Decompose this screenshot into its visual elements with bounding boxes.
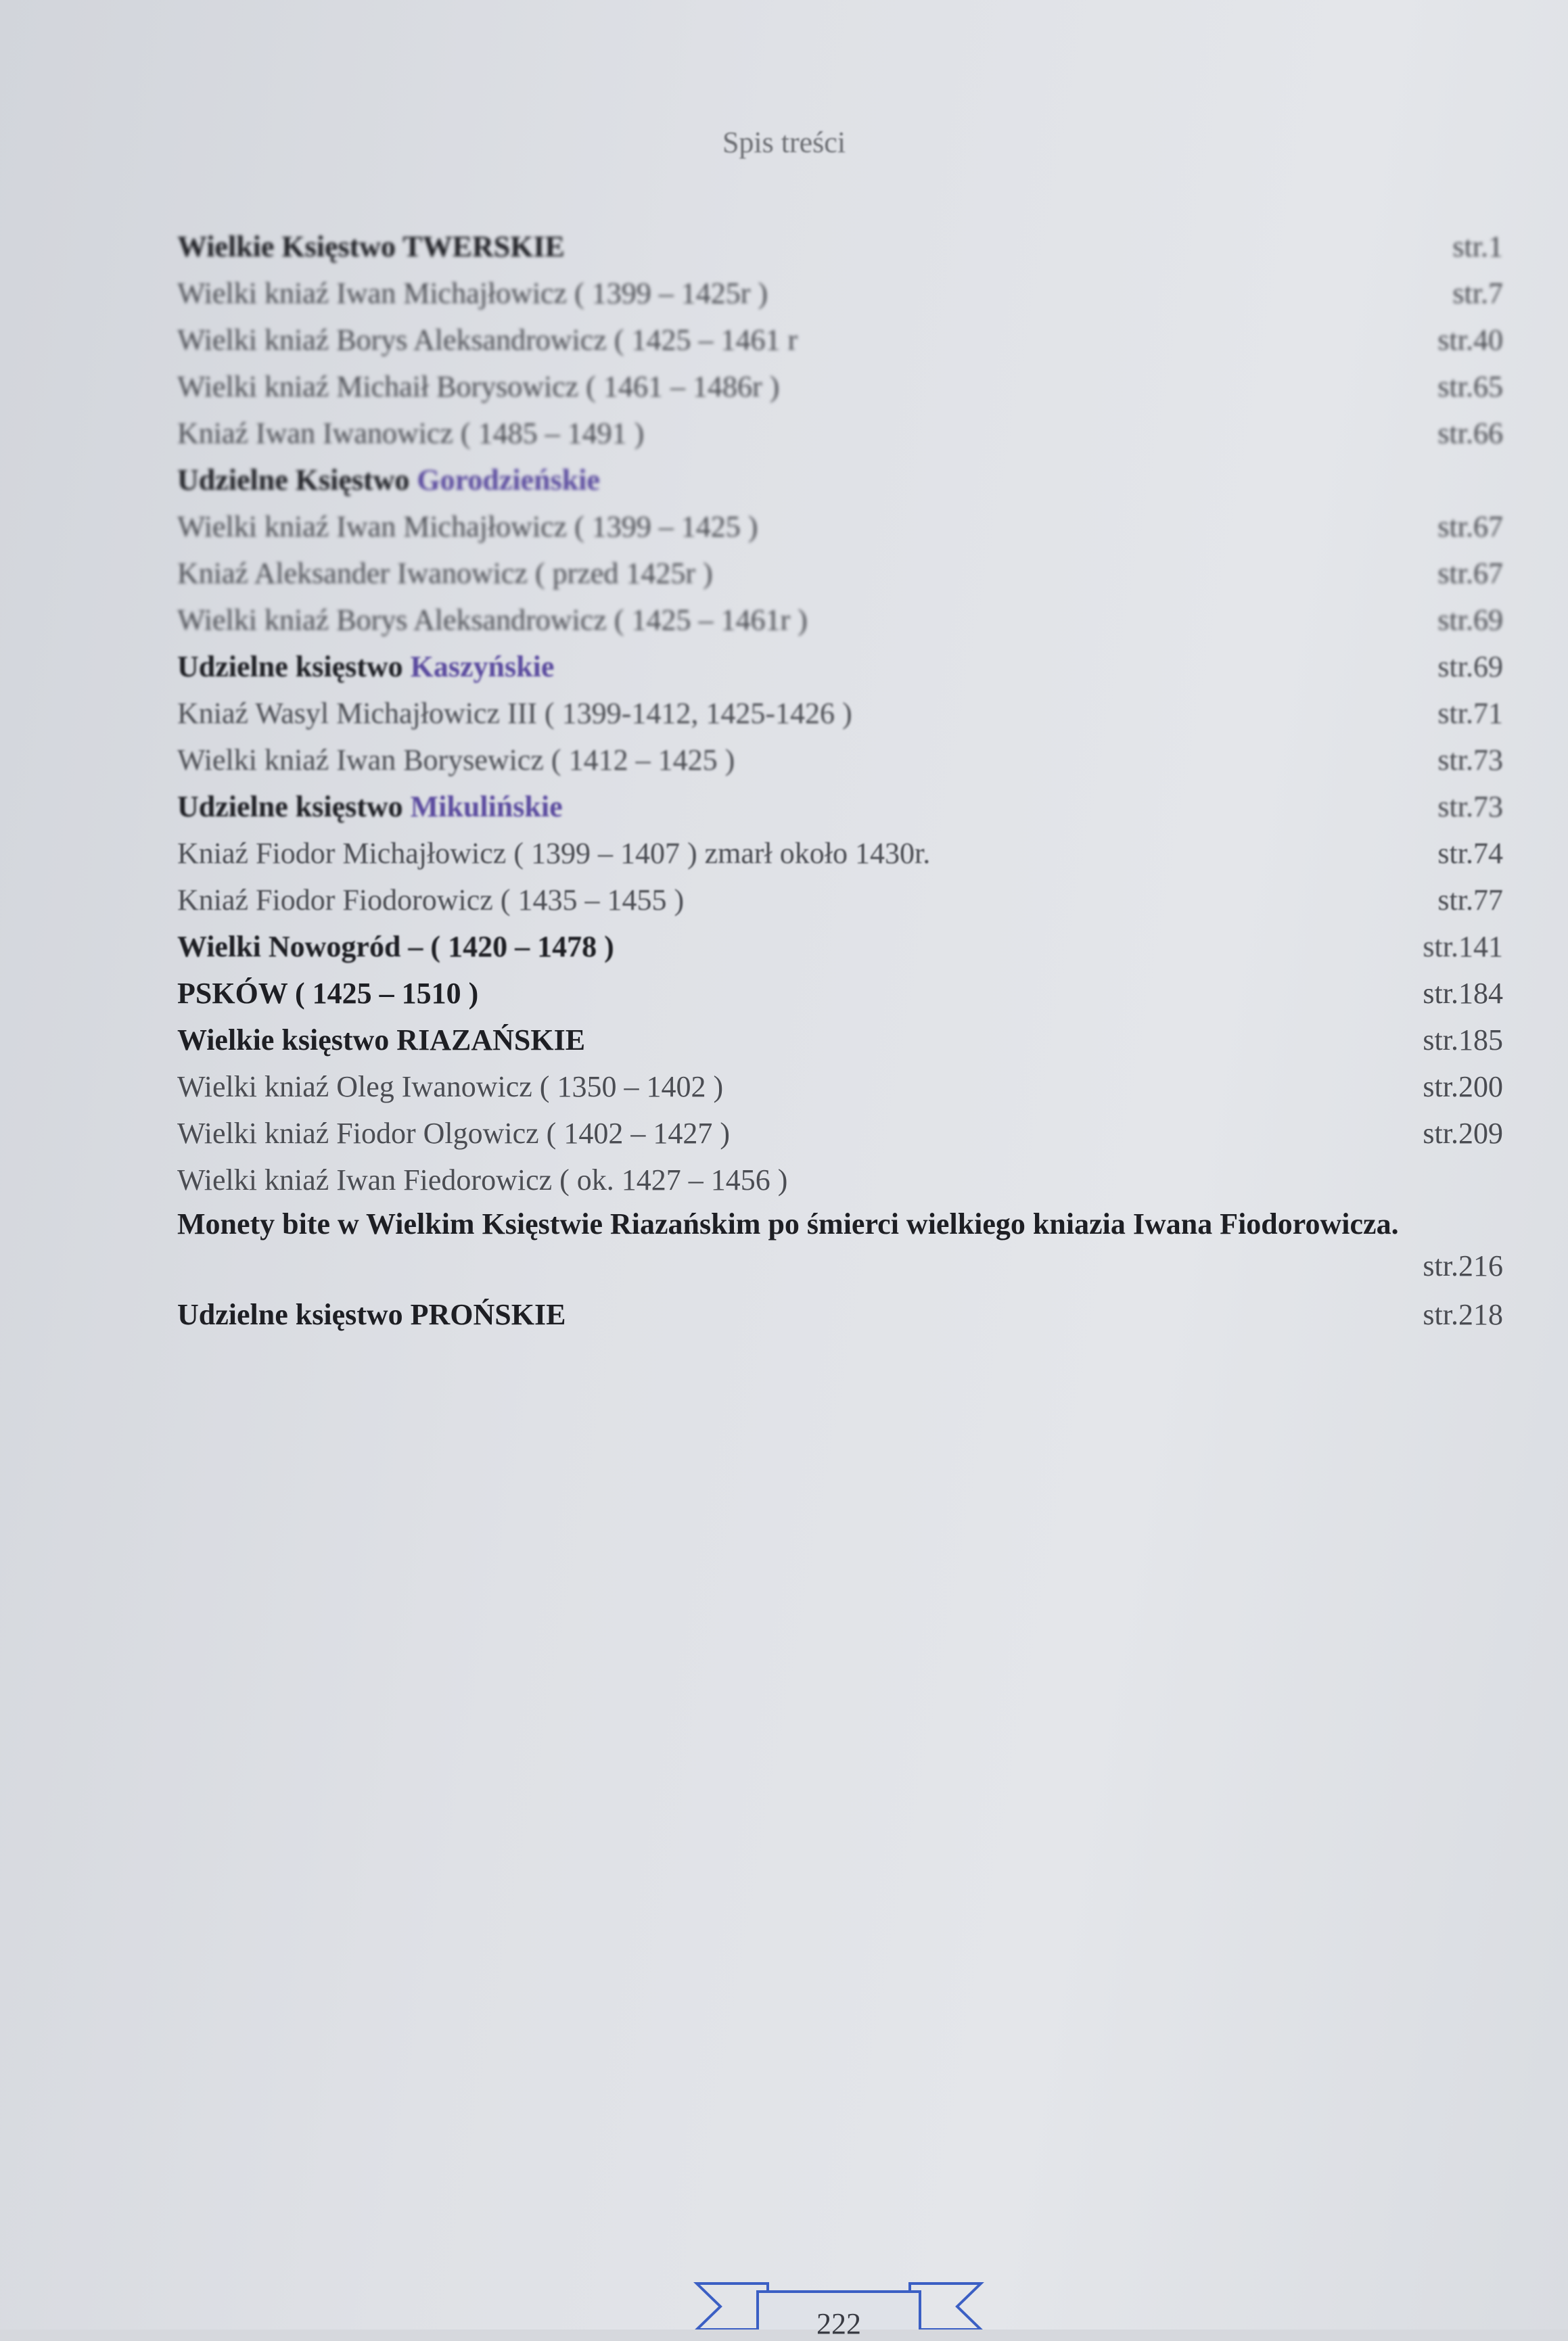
- toc-entry: [177, 737, 1503, 783]
- toc-entry-page: str.69: [1437, 603, 1503, 636]
- toc-entry-page: str.73: [1437, 743, 1503, 777]
- toc-entry-page: str.73: [1437, 790, 1503, 823]
- toc-entry-page: str.40: [1437, 323, 1503, 356]
- toc-entry-title: Wielki kniaź Michaił Borysowicz ( 1461 – 1486r ): [177, 370, 780, 403]
- toc-entry-page: str.7: [1452, 277, 1503, 310]
- toc-section-entry: [177, 643, 1503, 690]
- toc-entry-title: Wielki kniaź Borys Aleksandrowicz ( 1425 – 1461 r: [177, 323, 798, 356]
- toc-entry-page: str.65: [1437, 370, 1503, 403]
- toc-entry-title-accent: Kaszyńskie: [410, 650, 555, 683]
- toc-entry-page: str.66: [1437, 417, 1503, 450]
- toc-entry: [177, 970, 1503, 1017]
- toc-entry: [177, 1063, 1503, 1110]
- toc-entry: [177, 1203, 1503, 1291]
- toc-entry-page: str.1: [1452, 230, 1503, 263]
- toc-entry-page: str.67: [1437, 557, 1503, 590]
- toc-entry-page: str.141: [1423, 930, 1503, 963]
- toc-entry-title: Wielki kniaź Iwan Borysewicz ( 1412 – 1425 ): [177, 743, 735, 777]
- toc-entry-title: Wielkie Księstwo TWERSKIE: [177, 230, 565, 263]
- toc-entry-title: Kniaź Wasyl Michajłowicz III ( 1399-1412, 1425-1426 ): [177, 697, 852, 730]
- toc-entry-title: Wielki kniaź Fiodor Olgowicz ( 1402 – 1427 ): [177, 1117, 730, 1150]
- toc-entry-page: str.185: [1423, 1023, 1503, 1057]
- toc-entry: [177, 1291, 1503, 1338]
- toc-entry-page: str.67: [1437, 510, 1503, 543]
- toc-entry-title: Wielki kniaź Oleg Iwanowicz ( 1350 – 1402 ): [177, 1070, 724, 1103]
- toc-entry: [177, 923, 1503, 970]
- toc-entry-title: Wielki kniaź Iwan Michajłowicz ( 1399 – 1425r ): [177, 277, 768, 310]
- toc-entry-page: str.209: [1423, 1117, 1503, 1150]
- toc-entry-title: [177, 783, 563, 830]
- toc-entry-title: Wielki Nowogród – ( 1420 – 1478 ): [177, 930, 614, 963]
- page-heading: Spis treści: [722, 126, 846, 159]
- toc-entry: [177, 317, 1503, 363]
- toc-entry-page: str.74: [1437, 837, 1503, 870]
- toc-entry: [177, 270, 1503, 317]
- toc-entry-title: Wielki kniaź Iwan Fiedorowicz ( ok. 1427 – 1456 ): [177, 1163, 788, 1197]
- toc-entry-title-accent: Mikulińskie: [410, 790, 563, 823]
- toc-section-entry: [177, 783, 1503, 830]
- toc-entry: [177, 223, 1503, 270]
- toc-entry-page: str.218: [1423, 1298, 1503, 1331]
- toc-entry-page: str.216: [1423, 1249, 1503, 1282]
- toc-entry-title-prefix: Udzielne Księstwo: [177, 463, 417, 496]
- toc-entry: [177, 830, 1503, 877]
- toc-entry-title-prefix: Udzielne księstwo: [177, 790, 411, 823]
- toc-entry: [177, 550, 1503, 597]
- toc-entry: [177, 1157, 1503, 1203]
- toc-entry-page: str.184: [1423, 977, 1503, 1010]
- toc-entry: [177, 877, 1503, 923]
- toc-entry-title: Wielki kniaź Borys Aleksandrowicz ( 1425 – 1461r ): [177, 603, 808, 636]
- toc-entry-page: str.69: [1437, 650, 1503, 683]
- toc-entry-title-prefix: Udzielne księstwo: [177, 650, 411, 683]
- toc-entry-title: [177, 643, 554, 690]
- toc-entry: [177, 1110, 1503, 1157]
- toc-entry: [177, 1017, 1503, 1063]
- toc-entry-title: Kniaź Fiodor Fiodorowicz ( 1435 – 1455 ): [177, 883, 685, 917]
- toc-entry-title: [177, 457, 600, 503]
- toc-entry-title: Wielkie księstwo RIAZAŃSKIE: [177, 1023, 586, 1057]
- table-of-contents: [177, 223, 1503, 1338]
- toc-entry: [177, 410, 1503, 457]
- toc-entry: [177, 690, 1503, 737]
- toc-entry: [177, 597, 1503, 643]
- toc-entry-title: Kniaź Aleksander Iwanowicz ( przed 1425r ): [177, 557, 713, 590]
- toc-entry-page: str.200: [1423, 1070, 1503, 1103]
- toc-entry-title-accent: Gorodzieńskie: [417, 463, 600, 496]
- toc-entry-page: str.77: [1437, 883, 1503, 917]
- toc-entry-title: Monety bite w Wielkim Księstwie Riazańskim po śmierci wielkiego kniazia Iwana Fiodorowicza.: [177, 1207, 1399, 1241]
- toc-section-entry: [177, 457, 1503, 503]
- toc-entry: [177, 363, 1503, 410]
- toc-entry-title: Kniaź Fiodor Michajłowicz ( 1399 – 1407 ) zmarł około 1430r.: [177, 837, 931, 870]
- toc-entry-page: str.71: [1437, 697, 1503, 730]
- toc-entry-title: PSKÓW ( 1425 – 1510 ): [177, 977, 479, 1010]
- toc-entry-title: Udzielne księstwo PROŃSKIE: [177, 1298, 566, 1331]
- page-number: 222: [816, 2307, 861, 2340]
- toc-entry-title: Kniaź Iwan Iwanowicz ( 1485 – 1491 ): [177, 417, 645, 450]
- toc-entry: [177, 503, 1503, 550]
- toc-entry-title: Wielki kniaź Iwan Michajłowicz ( 1399 – 1425 ): [177, 510, 758, 543]
